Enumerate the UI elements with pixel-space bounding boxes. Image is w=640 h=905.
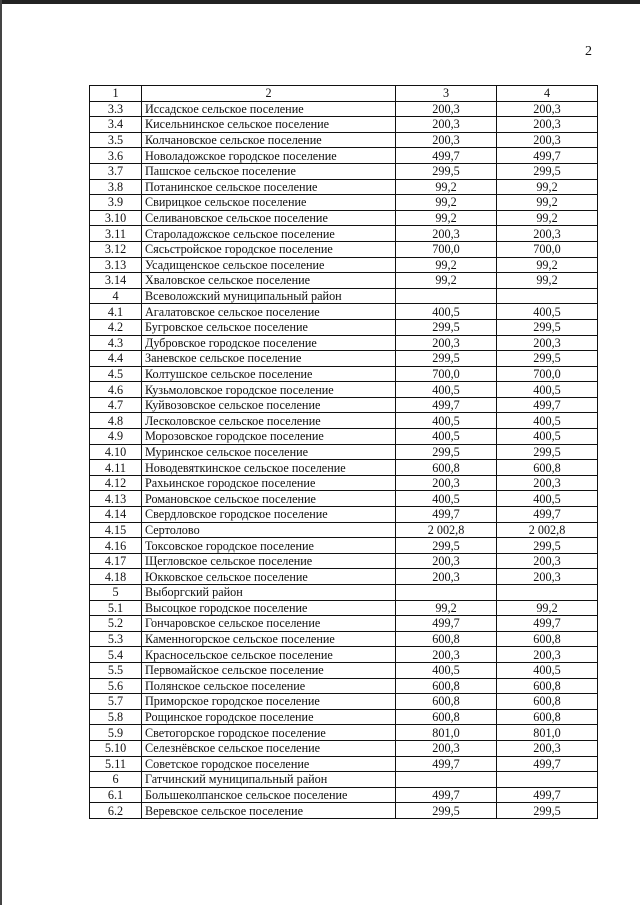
row-number-cell: 3.8 xyxy=(90,179,142,195)
row-name-cell: Всеволожский муниципальный район xyxy=(142,288,396,304)
row-number-cell: 4.11 xyxy=(90,460,142,476)
row-value-2-cell: 299,5 xyxy=(497,319,598,335)
row-name-cell: Первомайское сельское поселение xyxy=(142,662,396,678)
row-name-cell: Щегловское сельское поселение xyxy=(142,553,396,569)
page-number: 2 xyxy=(585,44,592,59)
row-value-1-cell: 600,8 xyxy=(396,460,497,476)
row-number-cell: 4.6 xyxy=(90,382,142,398)
row-name-cell: Колтушское сельское поселение xyxy=(142,366,396,382)
table-row xyxy=(90,413,598,429)
row-name-cell: Потанинское сельское поселение xyxy=(142,179,396,195)
row-name-cell: Новоладожское городское поселение xyxy=(142,148,396,164)
row-value-2-cell: 499,7 xyxy=(497,616,598,632)
row-value-1-cell: 200,3 xyxy=(396,475,497,491)
row-value-2-cell: 700,0 xyxy=(497,366,598,382)
row-name-cell: Рощинское городское поселение xyxy=(142,709,396,725)
row-number-cell: 3.5 xyxy=(90,132,142,148)
row-number-cell: 4.15 xyxy=(90,522,142,538)
row-number-cell: 4.17 xyxy=(90,553,142,569)
table-row xyxy=(90,553,598,569)
row-name-cell: Веревское сельское поселение xyxy=(142,803,396,819)
row-number-cell: 4.13 xyxy=(90,491,142,507)
row-value-2-cell: 200,3 xyxy=(497,647,598,663)
row-number-cell: 5.10 xyxy=(90,740,142,756)
row-number-cell: 5.1 xyxy=(90,600,142,616)
row-value-2-cell: 299,5 xyxy=(497,803,598,819)
row-value-2-cell: 700,0 xyxy=(497,241,598,257)
row-value-2-cell xyxy=(497,585,598,601)
row-name-cell: Гончаровское сельское поселение xyxy=(142,616,396,632)
row-number-cell: 6.2 xyxy=(90,803,142,819)
row-value-1-cell: 200,3 xyxy=(396,647,497,663)
row-value-1-cell: 200,3 xyxy=(396,740,497,756)
table-row xyxy=(90,366,598,382)
row-value-2-cell: 299,5 xyxy=(497,444,598,460)
row-value-1-cell: 99,2 xyxy=(396,273,497,289)
row-value-1-cell: 499,7 xyxy=(396,787,497,803)
row-number-cell: 5.2 xyxy=(90,616,142,632)
row-number-cell: 5.4 xyxy=(90,647,142,663)
table-row xyxy=(90,662,598,678)
row-value-2-cell: 99,2 xyxy=(497,257,598,273)
row-name-cell: Агалатовское сельское поселение xyxy=(142,304,396,320)
row-name-cell: Иссадское сельское поселение xyxy=(142,101,396,117)
row-value-1-cell: 299,5 xyxy=(396,319,497,335)
table-row xyxy=(90,163,598,179)
row-value-2-cell: 200,3 xyxy=(497,569,598,585)
row-number-cell: 5.5 xyxy=(90,662,142,678)
table-row xyxy=(90,475,598,491)
row-number-cell: 5.6 xyxy=(90,678,142,694)
scan-edge-top xyxy=(0,0,640,4)
row-number-cell: 4.10 xyxy=(90,444,142,460)
table-row xyxy=(90,616,598,632)
table-row xyxy=(90,429,598,445)
row-number-cell: 4.12 xyxy=(90,475,142,491)
row-name-cell: Свирицкое сельское поселение xyxy=(142,195,396,211)
row-value-1-cell: 99,2 xyxy=(396,210,497,226)
row-value-1-cell: 400,5 xyxy=(396,413,497,429)
row-number-cell: 4.16 xyxy=(90,538,142,554)
row-number-cell: 3.12 xyxy=(90,241,142,257)
row-number-cell: 5.7 xyxy=(90,694,142,710)
row-name-cell: Каменногорское сельское поселение xyxy=(142,631,396,647)
table-row xyxy=(90,694,598,710)
table-row xyxy=(90,647,598,663)
row-name-cell: Лесколовское сельское поселение xyxy=(142,413,396,429)
row-name-cell: Токсовское городское поселение xyxy=(142,538,396,554)
table-row xyxy=(90,787,598,803)
header-cell-value-1: 3 xyxy=(396,86,497,102)
row-name-cell: Усадищенское сельское поселение xyxy=(142,257,396,273)
table-row xyxy=(90,756,598,772)
row-value-2-cell: 499,7 xyxy=(497,787,598,803)
row-number-cell: 3.4 xyxy=(90,117,142,133)
row-value-1-cell: 400,5 xyxy=(396,304,497,320)
row-name-cell: Куйвозовское сельское поселение xyxy=(142,397,396,413)
row-value-1-cell: 299,5 xyxy=(396,803,497,819)
row-name-cell: Гатчинский муниципальный район xyxy=(142,772,396,788)
row-value-1-cell: 700,0 xyxy=(396,366,497,382)
table-row xyxy=(90,772,598,788)
row-value-2-cell: 600,8 xyxy=(497,631,598,647)
row-value-1-cell: 600,8 xyxy=(396,694,497,710)
row-name-cell: Дубровское городское поселение xyxy=(142,335,396,351)
row-value-1-cell xyxy=(396,585,497,601)
table-row xyxy=(90,288,598,304)
row-number-cell: 3.3 xyxy=(90,101,142,117)
table-row xyxy=(90,600,598,616)
row-number-cell: 4.9 xyxy=(90,429,142,445)
row-value-2-cell: 299,5 xyxy=(497,163,598,179)
table-row xyxy=(90,538,598,554)
row-number-cell: 4.3 xyxy=(90,335,142,351)
table-row xyxy=(90,335,598,351)
table-row xyxy=(90,507,598,523)
row-number-cell: 5 xyxy=(90,585,142,601)
row-value-2-cell: 400,5 xyxy=(497,382,598,398)
header-cell-value-2: 4 xyxy=(497,86,598,102)
row-number-cell: 3.6 xyxy=(90,148,142,164)
row-value-1-cell: 99,2 xyxy=(396,600,497,616)
row-number-cell: 5.9 xyxy=(90,725,142,741)
row-number-cell: 4.2 xyxy=(90,319,142,335)
table-row xyxy=(90,569,598,585)
table-row xyxy=(90,725,598,741)
table-row xyxy=(90,803,598,819)
row-number-cell: 5.11 xyxy=(90,756,142,772)
table-row xyxy=(90,101,598,117)
row-name-cell: Заневское сельское поселение xyxy=(142,351,396,367)
row-value-2-cell: 400,5 xyxy=(497,491,598,507)
row-value-2-cell: 200,3 xyxy=(497,132,598,148)
row-value-2-cell: 600,8 xyxy=(497,709,598,725)
row-name-cell: Муринское сельское поселение xyxy=(142,444,396,460)
row-number-cell: 4.4 xyxy=(90,351,142,367)
row-value-1-cell: 200,3 xyxy=(396,553,497,569)
row-value-2-cell: 99,2 xyxy=(497,600,598,616)
row-value-2-cell: 801,0 xyxy=(497,725,598,741)
row-value-1-cell: 499,7 xyxy=(396,397,497,413)
table-row xyxy=(90,460,598,476)
row-value-2-cell: 200,3 xyxy=(497,553,598,569)
table-row xyxy=(90,631,598,647)
row-value-2-cell: 200,3 xyxy=(497,101,598,117)
row-value-1-cell: 99,2 xyxy=(396,257,497,273)
row-name-cell: Высоцкое городское поселение xyxy=(142,600,396,616)
row-value-2-cell: 99,2 xyxy=(497,210,598,226)
table-row xyxy=(90,117,598,133)
row-number-cell: 5.8 xyxy=(90,709,142,725)
row-value-2-cell xyxy=(497,772,598,788)
row-name-cell: Селивановское сельское поселение xyxy=(142,210,396,226)
row-value-1-cell: 200,3 xyxy=(396,132,497,148)
row-value-2-cell: 200,3 xyxy=(497,335,598,351)
table-row xyxy=(90,444,598,460)
row-name-cell: Юкковское сельское поселение xyxy=(142,569,396,585)
row-value-1-cell: 299,5 xyxy=(396,163,497,179)
row-value-2-cell: 299,5 xyxy=(497,351,598,367)
row-number-cell: 4.14 xyxy=(90,507,142,523)
row-value-2-cell: 99,2 xyxy=(497,195,598,211)
row-name-cell: Выборгский район xyxy=(142,585,396,601)
row-value-2-cell: 499,7 xyxy=(497,397,598,413)
row-number-cell: 3.9 xyxy=(90,195,142,211)
row-name-cell: Бугровское сельское поселение xyxy=(142,319,396,335)
row-value-1-cell: 499,7 xyxy=(396,756,497,772)
row-value-1-cell: 400,5 xyxy=(396,382,497,398)
row-name-cell: Красносельское сельское поселение xyxy=(142,647,396,663)
table-row xyxy=(90,709,598,725)
row-value-1-cell: 600,8 xyxy=(396,631,497,647)
row-number-cell: 3.14 xyxy=(90,273,142,289)
row-name-cell: Пашское сельское поселение xyxy=(142,163,396,179)
row-name-cell: Полянское сельское поселение xyxy=(142,678,396,694)
row-value-1-cell: 200,3 xyxy=(396,226,497,242)
row-value-1-cell xyxy=(396,288,497,304)
row-value-1-cell: 200,3 xyxy=(396,569,497,585)
row-value-2-cell: 200,3 xyxy=(497,226,598,242)
row-value-2-cell: 2 002,8 xyxy=(497,522,598,538)
table-row xyxy=(90,226,598,242)
row-value-1-cell: 499,7 xyxy=(396,616,497,632)
row-value-1-cell: 299,5 xyxy=(396,351,497,367)
row-value-2-cell: 499,7 xyxy=(497,507,598,523)
row-number-cell: 4 xyxy=(90,288,142,304)
row-name-cell: Романовское сельское поселение xyxy=(142,491,396,507)
row-name-cell: Кисельнинское сельское поселение xyxy=(142,117,396,133)
row-value-1-cell: 600,8 xyxy=(396,709,497,725)
row-value-2-cell: 200,3 xyxy=(497,117,598,133)
row-name-cell: Рахьинское городское поселение xyxy=(142,475,396,491)
row-name-cell: Сертолово xyxy=(142,522,396,538)
row-value-2-cell: 99,2 xyxy=(497,273,598,289)
row-number-cell: 4.7 xyxy=(90,397,142,413)
row-number-cell: 6 xyxy=(90,772,142,788)
row-value-2-cell: 400,5 xyxy=(497,304,598,320)
row-value-1-cell: 200,3 xyxy=(396,117,497,133)
row-number-cell: 6.1 xyxy=(90,787,142,803)
row-name-cell: Колчановское сельское поселение xyxy=(142,132,396,148)
row-value-1-cell: 600,8 xyxy=(396,678,497,694)
row-name-cell: Хваловское сельское поселение xyxy=(142,273,396,289)
row-name-cell: Селезнёвское сельское поселение xyxy=(142,740,396,756)
table-row xyxy=(90,351,598,367)
row-value-1-cell: 499,7 xyxy=(396,148,497,164)
scan-edge-left xyxy=(0,0,2,905)
row-number-cell: 5.3 xyxy=(90,631,142,647)
row-name-cell: Сясьстройское городское поселение xyxy=(142,241,396,257)
table-row xyxy=(90,195,598,211)
row-name-cell: Кузьмоловское городское поселение xyxy=(142,382,396,398)
row-value-1-cell: 801,0 xyxy=(396,725,497,741)
table-row xyxy=(90,257,598,273)
table-row xyxy=(90,132,598,148)
row-value-1-cell xyxy=(396,772,497,788)
row-value-1-cell: 400,5 xyxy=(396,491,497,507)
row-name-cell: Морозовское городское поселение xyxy=(142,429,396,445)
row-value-2-cell: 200,3 xyxy=(497,475,598,491)
row-value-2-cell: 600,8 xyxy=(497,694,598,710)
table-row xyxy=(90,273,598,289)
row-number-cell: 3.13 xyxy=(90,257,142,273)
row-value-2-cell: 99,2 xyxy=(497,179,598,195)
table-row xyxy=(90,241,598,257)
row-number-cell: 3.7 xyxy=(90,163,142,179)
row-value-1-cell: 299,5 xyxy=(396,538,497,554)
table-row xyxy=(90,585,598,601)
row-name-cell: Свердловское городское поселение xyxy=(142,507,396,523)
row-value-2-cell: 299,5 xyxy=(497,538,598,554)
row-value-2-cell: 200,3 xyxy=(497,740,598,756)
row-value-2-cell xyxy=(497,288,598,304)
row-value-2-cell: 400,5 xyxy=(497,429,598,445)
row-name-cell: Новодевяткинское сельское поселение xyxy=(142,460,396,476)
row-value-2-cell: 400,5 xyxy=(497,413,598,429)
row-number-cell: 4.1 xyxy=(90,304,142,320)
row-number-cell: 3.10 xyxy=(90,210,142,226)
table-row xyxy=(90,397,598,413)
row-value-2-cell: 600,8 xyxy=(497,460,598,476)
row-value-1-cell: 99,2 xyxy=(396,179,497,195)
row-value-1-cell: 2 002,8 xyxy=(396,522,497,538)
row-number-cell: 4.5 xyxy=(90,366,142,382)
table-row xyxy=(90,522,598,538)
table-row xyxy=(90,382,598,398)
row-number-cell: 4.18 xyxy=(90,569,142,585)
table-row xyxy=(90,491,598,507)
table-row xyxy=(90,179,598,195)
row-value-1-cell: 299,5 xyxy=(396,444,497,460)
table-row xyxy=(90,740,598,756)
row-value-1-cell: 200,3 xyxy=(396,101,497,117)
table-row xyxy=(90,319,598,335)
row-value-2-cell: 499,7 xyxy=(497,148,598,164)
table-header-row xyxy=(90,86,598,102)
row-value-2-cell: 400,5 xyxy=(497,662,598,678)
row-value-1-cell: 99,2 xyxy=(396,195,497,211)
row-value-1-cell: 400,5 xyxy=(396,429,497,445)
header-cell-number: 1 xyxy=(90,86,142,102)
row-value-2-cell: 499,7 xyxy=(497,756,598,772)
row-value-1-cell: 700,0 xyxy=(396,241,497,257)
row-value-1-cell: 400,5 xyxy=(396,662,497,678)
table-row xyxy=(90,210,598,226)
row-number-cell: 3.11 xyxy=(90,226,142,242)
row-name-cell: Приморское городское поселение xyxy=(142,694,396,710)
table-row xyxy=(90,304,598,320)
row-value-1-cell: 200,3 xyxy=(396,335,497,351)
row-name-cell: Большеколпанское сельское поселение xyxy=(142,787,396,803)
row-name-cell: Светогорское городское поселение xyxy=(142,725,396,741)
row-value-1-cell: 499,7 xyxy=(396,507,497,523)
row-number-cell: 4.8 xyxy=(90,413,142,429)
data-table xyxy=(89,85,598,819)
row-value-2-cell: 600,8 xyxy=(497,678,598,694)
header-cell-name: 2 xyxy=(142,86,396,102)
table-row xyxy=(90,678,598,694)
row-name-cell: Староладожское сельское поселение xyxy=(142,226,396,242)
row-name-cell: Советское городское поселение xyxy=(142,756,396,772)
table-row xyxy=(90,148,598,164)
